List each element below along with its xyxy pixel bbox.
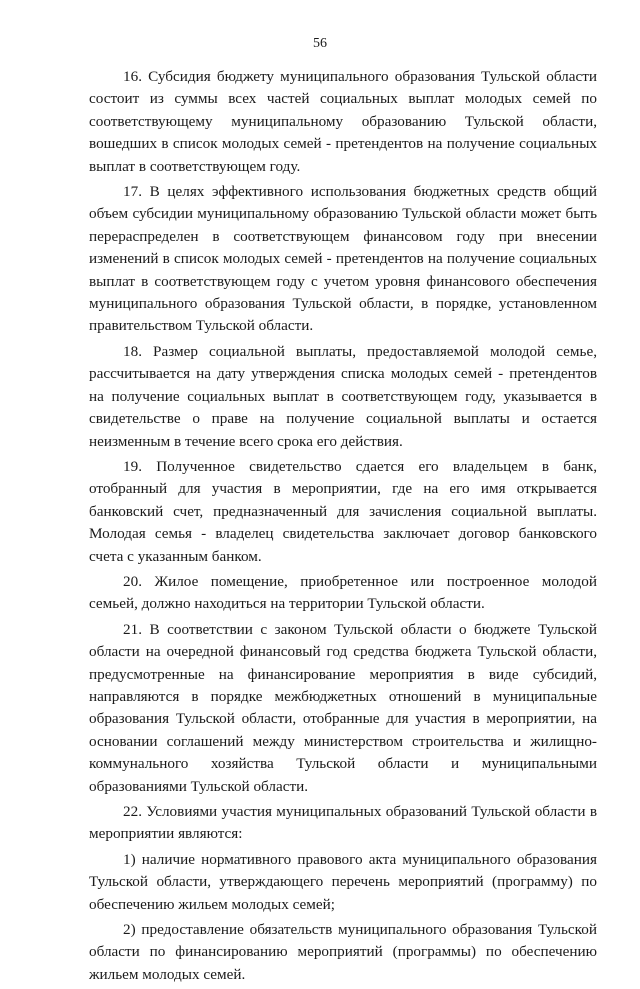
page-number: 56 bbox=[313, 36, 327, 51]
paragraph-20: 20. Жилое помещение, приобретенное или построенное молодой семьей, должно находиться на территории Тульской области. bbox=[89, 572, 597, 613]
paragraph-22-item-1: 1) наличие нормативного правового акта муниципального образования Тульской области, утверждающего перечень мероприятий (программу) по обеспечению жильем молодых семей; bbox=[89, 850, 597, 913]
paragraph-16: 16. Субсидия бюджету муниципального образования Тульской области состоит из суммы всех частей социальных выплат молодых семей по соответствующему муниципальному образованию Тульской области, вошедших в список молодых семей - претендентов на получение социальных выплат в соответствующем году. bbox=[89, 68, 597, 175]
paragraph-19: 19. Полученное свидетельство сдается его владельцем в банк, отобранный для участия в мероприятии, где на его имя открывается банковский счет, предназначенный для зачисления социальной выплаты. Молодая семья - владелец свидетельства заключает договор банковского счета с указанным банком. bbox=[89, 457, 597, 565]
paragraph-21: 21. В соответствии с законом Тульской области о бюджете Тульской области на очередной финансовый год средства бюджета Тульской области, предусмотренные на финансирование мероприятия в виде субсидий, направляются в порядке межбюджетных отношений в муниципальные образования Тульской области, отобранные для участия в мероприятии, на основании соглашений между министерством строительства и жилищно-коммунального хозяйства Тульской области и муниципальными образованиями Тульской области. bbox=[89, 620, 597, 795]
paragraph-18: 18. Размер социальной выплаты, предоставляемой молодой семье, рассчитывается на дату утверждения списка молодых семей - претендентов на получение социальных выплат в соответствующем году, указывается в свидетельстве о праве на получение социальной выплаты и остается неизменным в течение всего срока его действия. bbox=[89, 342, 597, 450]
document-body bbox=[89, 66, 597, 989]
paragraph-17: 17. В целях эффективного использования бюджетных средств общий объем субсидии муниципальному образованию Тульской области может быть перераспределен в соответствующем финансовом году при внесении изменений в список молодых семей - претендентов на получение социальных выплат в соответствующем году с учетом уровня финансового обеспечения муниципального образования Тульской области, в порядке, установленном правительством Тульской области. bbox=[89, 183, 597, 335]
paragraph-22-item-2: 2) предоставление обязательств муниципального образования Тульской области по финансированию мероприятий (программы) по обеспечению жильем молодых семей. bbox=[89, 921, 597, 983]
paragraph-22: 22. Условиями участия муниципальных образований Тульской области в мероприятии являются: bbox=[89, 803, 597, 843]
